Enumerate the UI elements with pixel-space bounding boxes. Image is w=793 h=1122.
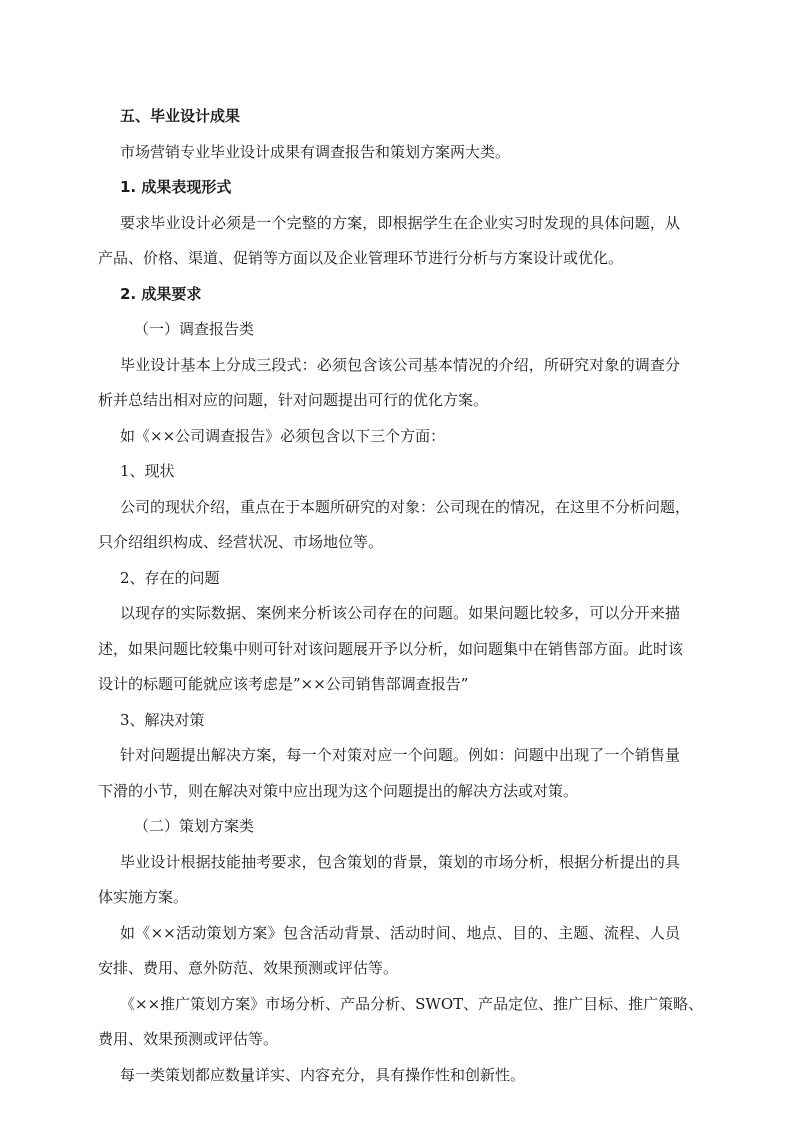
plan-p4: 每一类策划都应数量详实、内容充分，具有操作性和创新性。 [120, 1065, 526, 1084]
plan-p3-line1: 《××推广策划方案》市场分析、产品分析、SWOT、产品定位、推广目标、推广策略、 [120, 994, 704, 1013]
plan-p3-line2: 费用、效果预测或评估等。 [98, 1030, 279, 1048]
survey-item1-line1: 公司的现状介绍，重点在于本题所研究的对象：公司现在的情况，在这里不分析问题， [120, 497, 691, 516]
plan-p1-line2: 体实施方案。 [98, 888, 189, 906]
part1-heading: 1. 成果表现形式 [120, 178, 232, 196]
section-title: 五、毕业设计成果 [120, 107, 241, 125]
part1-line1: 要求毕业设计必须是一个完整的方案，即根据学生在企业实习时发现的具体问题，从 [120, 213, 680, 232]
survey-item2-title: 2、存在的问题 [120, 568, 220, 587]
part1-line2: 产品、价格、渠道、促销等方面以及企业管理环节进行分析与方案设计或优化。 [98, 249, 624, 267]
section-intro: 市场营销专业毕业设计成果有调查报告和策划方案两大类。 [120, 142, 511, 161]
part2-heading: 2. 成果要求 [120, 284, 202, 303]
document-body [98, 106, 704, 1085]
survey-item1-line2: 只介绍组织构成、经营状况、市场地位等。 [98, 533, 384, 551]
survey-item3-line1: 针对问题提出解决方案，每一个对策对应一个问题。例如：问题中出现了一个销售量 [120, 746, 680, 764]
plan-p1-line1: 毕业设计根据技能抽考要求，包含策划的背景，策划的市场分析，根据分析提出的具 [120, 852, 680, 871]
survey-title: （一）调查报告类 [134, 320, 255, 338]
survey-item3-line2: 下滑的小节，则在解决对策中应出现为这个问题提出的解决方法或对策。 [98, 781, 579, 800]
plan-p2-line2: 安排、费用、意外防范、效果预测或评估等。 [98, 959, 399, 977]
plan-title: （二）策划方案类 [134, 817, 255, 835]
survey-item2-line2: 述，如果问题比较集中则可针对该问题展开予以分析，如问题集中在销售部方面。此时该 [98, 639, 684, 658]
survey-p2: 如《××公司调查报告》必须包含以下三个方面： [120, 426, 446, 445]
survey-p1-line1: 毕业设计基本上分成三段式：必须包含该公司基本情况的介绍，所研究对象的调查分 [120, 355, 680, 374]
survey-p1-line2: 析并总结出相对应的问题，针对问题提出可行的优化方案。 [98, 391, 489, 409]
survey-item3-title: 3、解决对策 [120, 710, 205, 729]
survey-item1-title: 1、现状 [120, 462, 175, 480]
plan-p2-line1: 如《××活动策划方案》包含活动背景、活动时间、地点、目的、主题、流程、人员 [120, 923, 680, 942]
survey-item2-line3: 设计的标题可能就应该考虑是”××公司销售部调查报告” [98, 675, 469, 693]
survey-item2-line1: 以现存的实际数据、案例来分析该公司存在的问题。如果问题比较多，可以分开来描 [120, 604, 680, 622]
